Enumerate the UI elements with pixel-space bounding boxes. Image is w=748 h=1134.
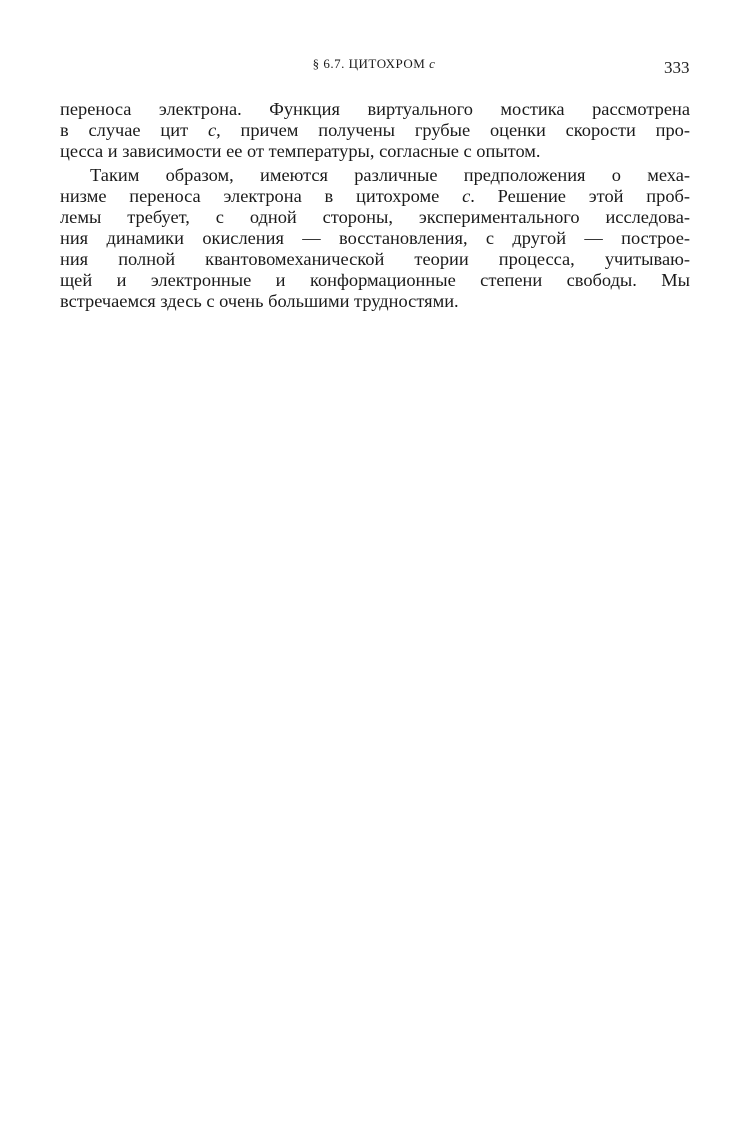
- text-run: , причем получены грубые оценки скорости про-: [216, 120, 690, 140]
- text-line: [60, 141, 690, 162]
- text-line: [60, 291, 690, 312]
- text-run: переноса электрона. Функция виртуального мостика рассмотрена: [60, 99, 690, 119]
- text-line: [60, 207, 690, 228]
- text-run: в случае цит: [60, 120, 208, 140]
- paragraph: [60, 99, 690, 162]
- text-line: [60, 186, 690, 207]
- text-line: [60, 99, 690, 120]
- header-section-italic: c: [429, 56, 436, 71]
- italic-symbol: c: [207, 120, 217, 140]
- text-run: ния полной квантовомеханической теории процесса, учитываю-: [60, 249, 690, 269]
- text-line: [60, 270, 690, 291]
- text-run: встречаемся здесь с очень большими трудностями.: [60, 291, 459, 311]
- text-line: [60, 228, 690, 249]
- paragraph: [60, 165, 690, 312]
- text-line: [60, 165, 690, 186]
- text-run: лемы требует, с одной стороны, экспериментального исследова-: [60, 207, 690, 227]
- text-run: . Решение этой проб-: [470, 186, 690, 206]
- text-line: [60, 120, 690, 141]
- page-number: 333: [664, 58, 690, 77]
- italic-symbol: c: [462, 186, 471, 206]
- running-header: [0, 56, 748, 72]
- text-line: [60, 249, 690, 270]
- text-run: Таким образом, имеются различные предположения о меха-: [90, 165, 690, 185]
- text-run: щей и электронные и конформационные степени свободы. Мы: [60, 270, 690, 290]
- text-run: низме переноса электрона в цитохроме: [60, 186, 463, 206]
- header-section-title: § 6.7. ЦИТОХРОМ: [312, 56, 426, 71]
- body-text: [60, 99, 690, 312]
- text-run: ния динамики окисления — восстановления, с другой — построе-: [60, 228, 690, 248]
- text-run: цесса и зависимости ее от температуры, согласные с опытом.: [60, 141, 541, 161]
